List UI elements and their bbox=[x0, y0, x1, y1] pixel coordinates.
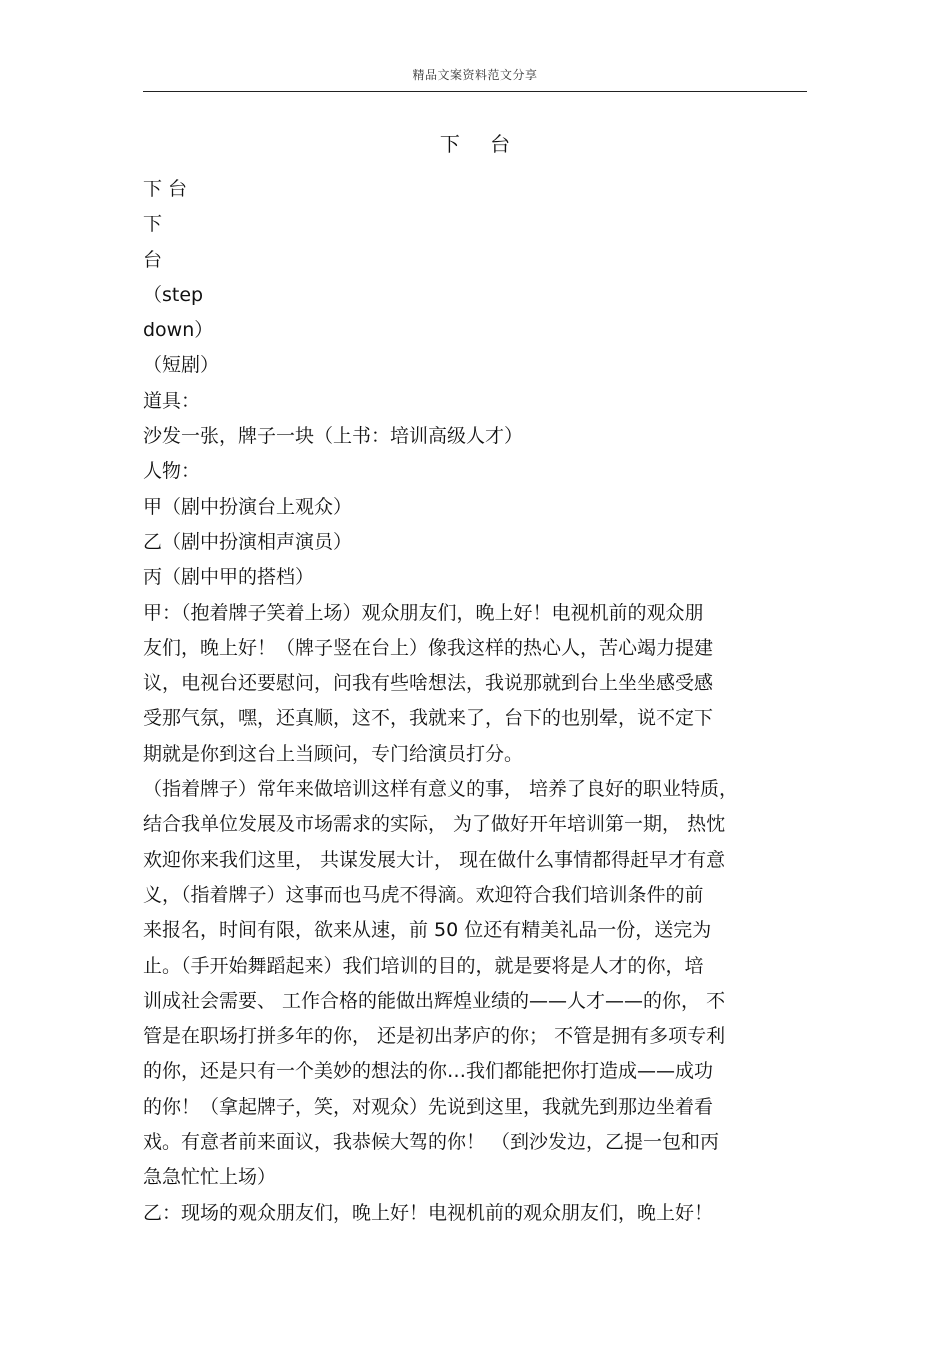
header-divider bbox=[143, 91, 807, 92]
text-line: 止。（手开始舞蹈起来）我们培训的目的，就是要将是人才的你，培 bbox=[143, 954, 704, 977]
text-line: （step bbox=[143, 283, 204, 306]
text-line: 欢迎你来我们这里， 共谋发展大计， 现在做什么事情都得赶早才有意 bbox=[143, 848, 726, 871]
text-line: 甲：（抱着牌子笑着上场）观众朋友们，晚上好！电视机前的观众朋 bbox=[143, 601, 704, 624]
text-line: 乙（剧中扮演相声演员） bbox=[143, 530, 353, 553]
text-line: 来报名，时间有限，欲来从速，前 50 位还有精美礼品一份，送完为 bbox=[143, 919, 712, 942]
text-line: down） bbox=[143, 319, 214, 342]
text-line: 甲（剧中扮演台上观众） bbox=[143, 495, 353, 518]
text-line: （指着牌子）常年来做培训这样有意义的事， 培养了良好的职业特质， bbox=[143, 778, 739, 801]
text-line: 训成社会需要、 工作合格的能做出辉煌业绩的——人才——的你， 不 bbox=[143, 989, 726, 1012]
text-line: 下 台 bbox=[143, 178, 188, 200]
document-title: 下 台 bbox=[439, 132, 523, 156]
text-line: 议，电视台还要慰问，问我有些啥想法，我说那就到台上坐坐感受感 bbox=[143, 672, 714, 695]
text-line: 的你，还是只有一个美妙的想法的你…我们都能把你打造成——成功 bbox=[143, 1060, 714, 1083]
text-line: 义，（指着牌子）这事而也马虎不得滴。欢迎符合我们培训条件的前 bbox=[143, 883, 704, 906]
text-line: 下 bbox=[143, 213, 163, 236]
text-line: 丙（剧中甲的搭档） bbox=[143, 566, 315, 589]
text-line: 友们，晚上好！（牌子竖在台上）像我这样的热心人，苦心竭力提建 bbox=[143, 636, 714, 659]
page-header: 精品文案资料范文分享 bbox=[412, 68, 538, 82]
text-line: （短剧） bbox=[143, 354, 220, 377]
document-body bbox=[143, 172, 813, 1231]
text-line: 道具： bbox=[143, 389, 201, 412]
text-line: 沙发一张，牌子一块（上书：培训高级人才） bbox=[143, 425, 524, 448]
text-line: 戏。有意者前来面议，我恭候大驾的你！ （到沙发边，乙提一包和丙 bbox=[143, 1131, 720, 1154]
text-line: 急急忙忙上场） bbox=[143, 1166, 277, 1189]
text-line: 台 bbox=[143, 248, 163, 271]
text-line: 期就是你到这台上当顾问，专门给演员打分。 bbox=[143, 742, 524, 765]
text-line: 乙：现场的观众朋友们，晚上好！电视机前的观众朋友们，晚上好！ bbox=[143, 1201, 714, 1224]
text-line: 的你！（拿起牌子，笑，对观众）先说到这里，我就先到那边坐着看 bbox=[143, 1095, 714, 1118]
text-line: 受那气氛，嘿，还真顺，这不，我就来了，台下的也别晕，说不定下 bbox=[143, 707, 714, 730]
text-line: 人物： bbox=[143, 460, 201, 483]
text-line: 结合我单位发展及市场需求的实际， 为了做好开年培训第一期， 热忱 bbox=[143, 813, 726, 836]
text-line: 管是在职场打拼多年的你， 还是初出茅庐的你； 不管是拥有多项专利 bbox=[143, 1025, 726, 1048]
